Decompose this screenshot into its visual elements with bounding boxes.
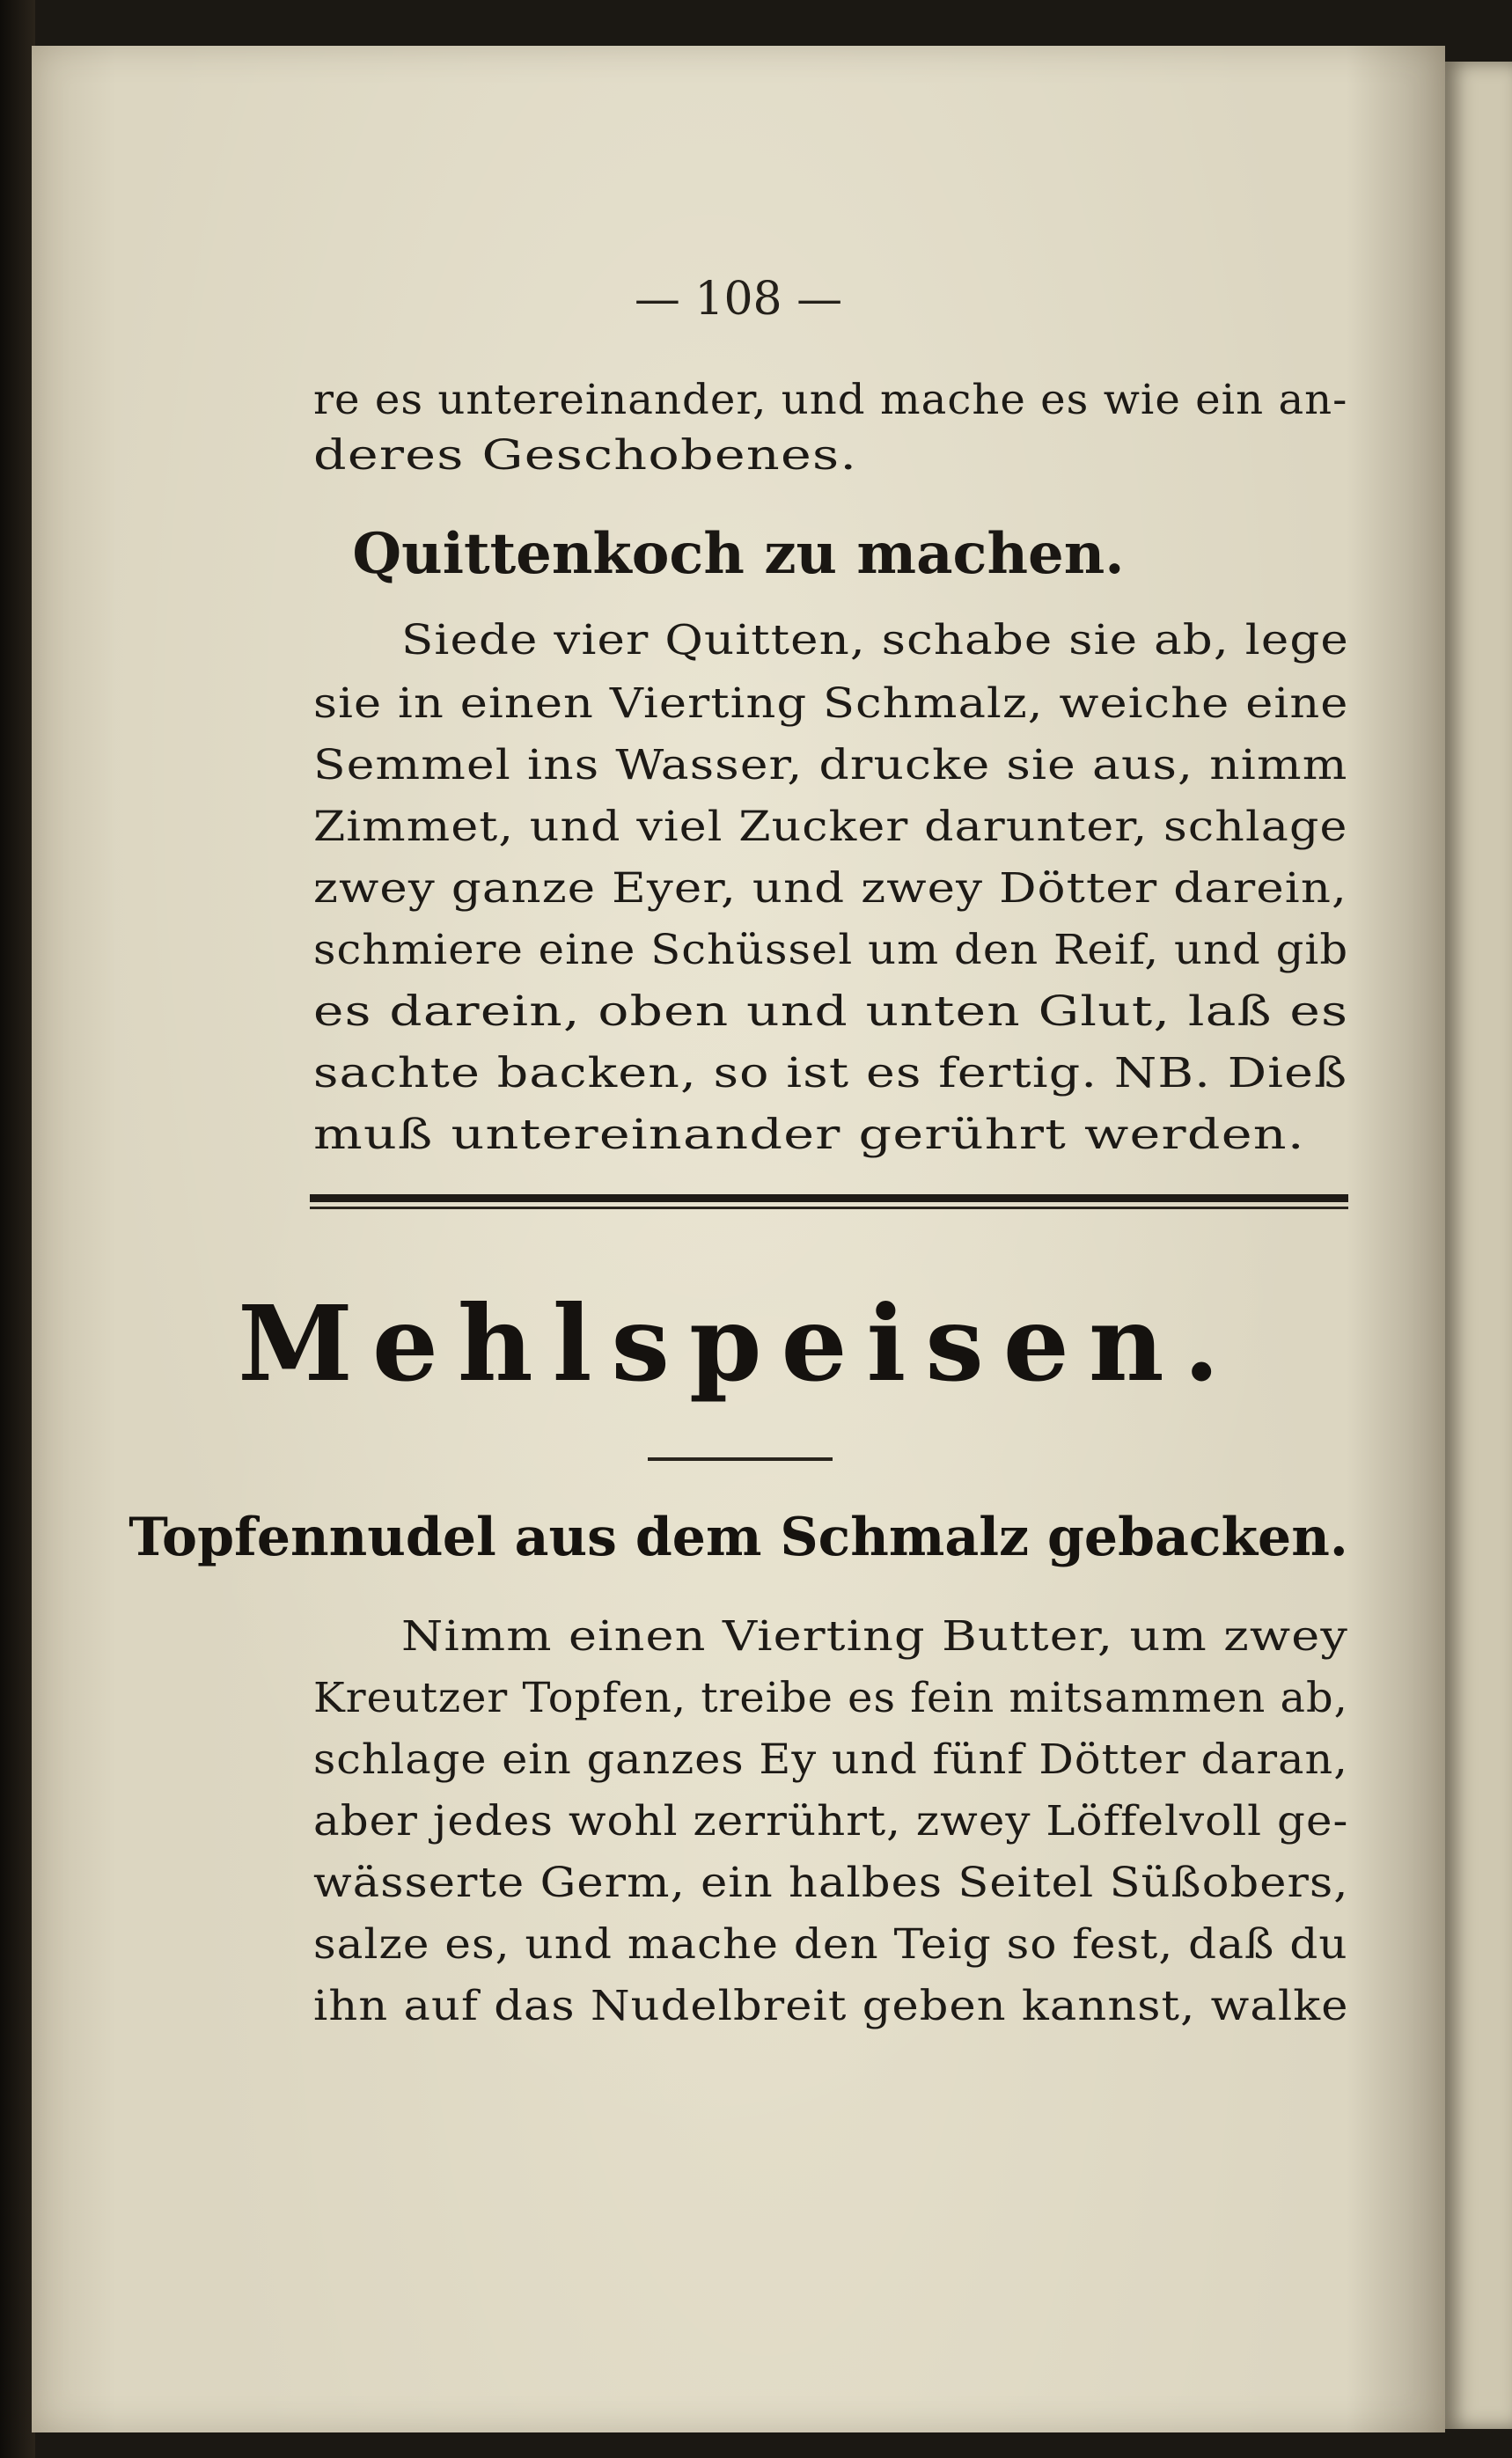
page-number: — 108 — xyxy=(634,273,843,326)
recipe-line: wässerte Germ, ein halbes Seitel Süßobers, xyxy=(313,1859,1349,1907)
adjacent-page-edge xyxy=(1445,62,1512,2429)
recipe-line: Zimmet, und viel Zucker darunter, schlage xyxy=(313,803,1348,851)
recipe-line: muß untereinander gerührt werden. xyxy=(313,1111,1305,1159)
recipe-line: Siede vier Quitten, schabe sie ab, lege xyxy=(401,616,1349,664)
recipe-title-topfennudel: Topfennudel aus dem Schmalz gebacken. xyxy=(128,1507,1348,1568)
recipe-line: sachte backen, so ist es fertig. NB. Dieß xyxy=(313,1049,1348,1097)
recipe-line: zwey ganze Eyer, und zwey Dötter darein, xyxy=(313,864,1348,913)
recipe-line: salze es, und mache den Teig so fest, daß du xyxy=(313,1920,1348,1969)
recipe-line: sie in einen Vierting Schmalz, weiche eine xyxy=(313,679,1349,728)
recipe-line: Nimm einen Vierting Butter, um zwey xyxy=(401,1612,1349,1661)
recipe-line: ihn auf das Nudelbreit geben kannst, walke xyxy=(313,1982,1349,2030)
continuation-line: deres Geschobenes. xyxy=(313,431,858,480)
section-divider xyxy=(310,1194,1348,1214)
recipe-line: schmiere eine Schüssel um den Reif, und gib xyxy=(313,926,1349,974)
recipe-line: Kreutzer Topfen, treibe es fein mitsammen ab, xyxy=(313,1674,1348,1722)
recipe-title-quittenkoch: Quittenkoch zu machen. xyxy=(352,521,1125,587)
continuation-line: re es untereinander, und mache es wie ein an- xyxy=(313,376,1348,424)
title-underline xyxy=(648,1457,833,1461)
recipe-line: schlage ein ganzes Ey und fünf Dötter daran, xyxy=(313,1735,1348,1784)
book-page xyxy=(32,46,1445,2432)
recipe-line: es darein, oben und unten Glut, laß es xyxy=(313,987,1349,1036)
section-title-mehlspeisen: Mehlspeisen. xyxy=(238,1282,1239,1405)
recipe-line: Semmel ins Wasser, drucke sie aus, nimm xyxy=(313,741,1348,789)
scan-edge-shadow xyxy=(0,0,35,2458)
recipe-line: aber jedes wohl zerrührt, zwey Löffelvoll ge- xyxy=(313,1797,1349,1845)
